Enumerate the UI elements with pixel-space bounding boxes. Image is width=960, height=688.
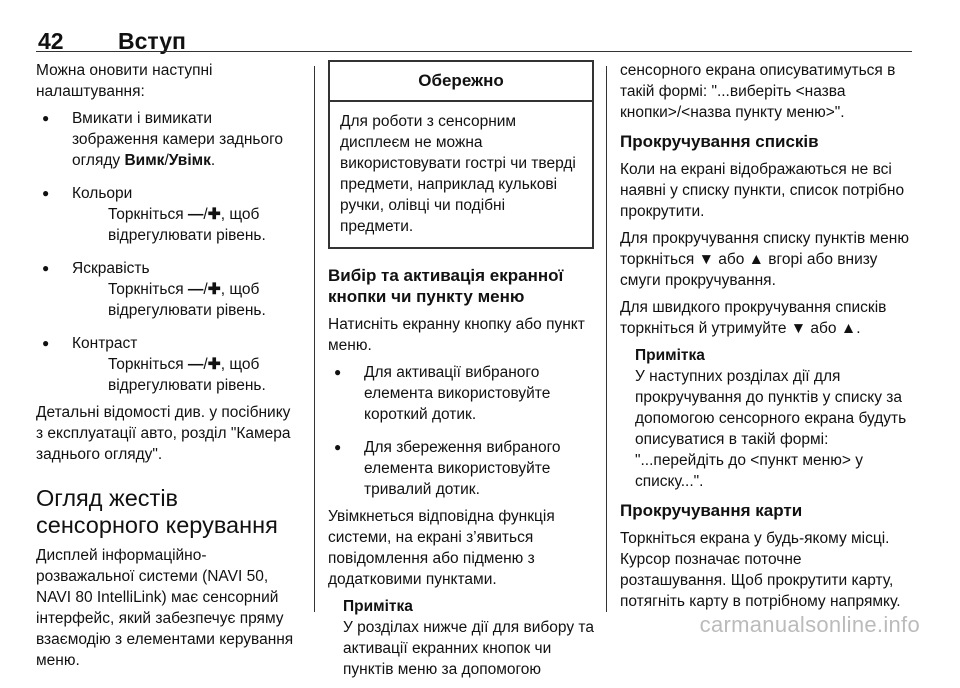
- plus-icon: ✚: [207, 281, 221, 298]
- minus-icon: —: [187, 356, 204, 373]
- warning-text: Для роботи з сенсорним дисплеєм не можна використовувати гострі чи тверді предмети, наприклад кулькові ручки, олівці чи подібні предмети.: [340, 113, 576, 235]
- list-item: ● Кольори Торкніться —/✚, щоб відрегулювати рівень.: [36, 183, 301, 246]
- warning-box: [328, 60, 594, 249]
- page-number: 42: [38, 28, 64, 54]
- body-text: Для прокручування списку пунктів меню торкніться ▼ або ▲ вгорі або внизу смуги прокручування.: [620, 230, 909, 289]
- section-heading: Огляд жестів сенсорного керування: [36, 485, 278, 538]
- note-box: [620, 345, 912, 492]
- settings-list: [36, 108, 301, 396]
- note-text: У наступних розділах дії для прокручування до пунктів у списку за допомогою сенсорного екрана будуть описуватися в такій формі: "...перейдіть до <пункт меню> у списку...".: [635, 368, 907, 490]
- continued-text: сенсорного екрана описуватимуться в такій формі: "...виберіть <назва кнопки>/<назва пункту меню>".: [620, 62, 896, 121]
- touch-list: [328, 362, 594, 500]
- column-2: [328, 60, 594, 688]
- list-item: ● Для збереження вибраного елемента використовуйте тривалий дотик.: [328, 437, 594, 500]
- watermark: carmanualsonline.info: [699, 612, 920, 637]
- section-text: Дисплей інформаційно-розважальної системи (NAVI 50, NAVI 80 IntelliLink) має сенсорний інтерфейс, який забезпечує пряму взаємодію з елементами керування меню.: [36, 547, 294, 669]
- column-divider: [314, 66, 315, 612]
- minus-icon: —: [187, 206, 204, 223]
- list-item: ● Контраст Торкніться —/✚, щоб відрегулювати рівень.: [36, 333, 301, 396]
- column-1: [36, 60, 301, 677]
- arrow-up-icon: ▲: [840, 320, 857, 337]
- warning-title: Обережно: [330, 62, 592, 102]
- arrow-up-icon: ▲: [748, 251, 764, 268]
- arrow-down-icon: ▼: [790, 320, 807, 337]
- body-text: Увімкнеться відповідна функція системи, на екрані з’явиться повідомлення або підменю з додатковими пунктами.: [328, 508, 555, 588]
- plus-icon: ✚: [207, 206, 221, 223]
- intro-text: Можна оновити наступні налаштування:: [36, 62, 213, 100]
- column-3: [620, 60, 912, 618]
- list-item: ● Яскравість Торкніться —/✚, щоб відрегулювати рівень.: [36, 258, 301, 321]
- note-box: [328, 596, 594, 680]
- subsection-heading: Прокручування карти: [620, 501, 803, 520]
- note-text: У розділах нижче дії для вибору та активації екранних кнопок чи пунктів меню за допомогою: [343, 619, 594, 678]
- body-text: Для швидкого прокручування списків торкніться й утримуйте ▼ або ▲.: [620, 299, 887, 337]
- plus-icon: ✚: [207, 356, 221, 373]
- minus-icon: —: [187, 281, 204, 298]
- subsection-heading: Вибір та активація екранної кнопки чи пункту меню: [328, 266, 564, 306]
- body-text: Коли на екрані відображаються не всі наявні у списку пункти, список потрібно прокрутити.: [620, 161, 905, 220]
- column-divider: [606, 66, 607, 612]
- page-title: Вступ: [118, 28, 186, 54]
- list-item: ● Для активації вибраного елемента використовуйте короткий дотик.: [328, 362, 594, 425]
- note-title: Примітка: [343, 598, 413, 615]
- intro-text: Натисніть екранну кнопку або пункт меню.: [328, 316, 585, 354]
- details-text: Детальні відомості див. у посібнику з експлуатації авто, розділ "Камера заднього огляду".: [36, 404, 291, 463]
- list-item: ● Вмикати і вимикати зображення камери заднього огляду Вимк/Увімк.: [36, 108, 301, 171]
- header-rule: [36, 51, 912, 52]
- subsection-heading: Прокручування списків: [620, 132, 819, 151]
- arrow-down-icon: ▼: [698, 251, 714, 268]
- note-title: Примітка: [635, 347, 705, 364]
- body-text: Торкніться екрана у будь-якому місці. Курсор позначає поточне розташування. Щоб прокрутити карту, потягніть карту в потрібному напрямку.: [620, 530, 901, 610]
